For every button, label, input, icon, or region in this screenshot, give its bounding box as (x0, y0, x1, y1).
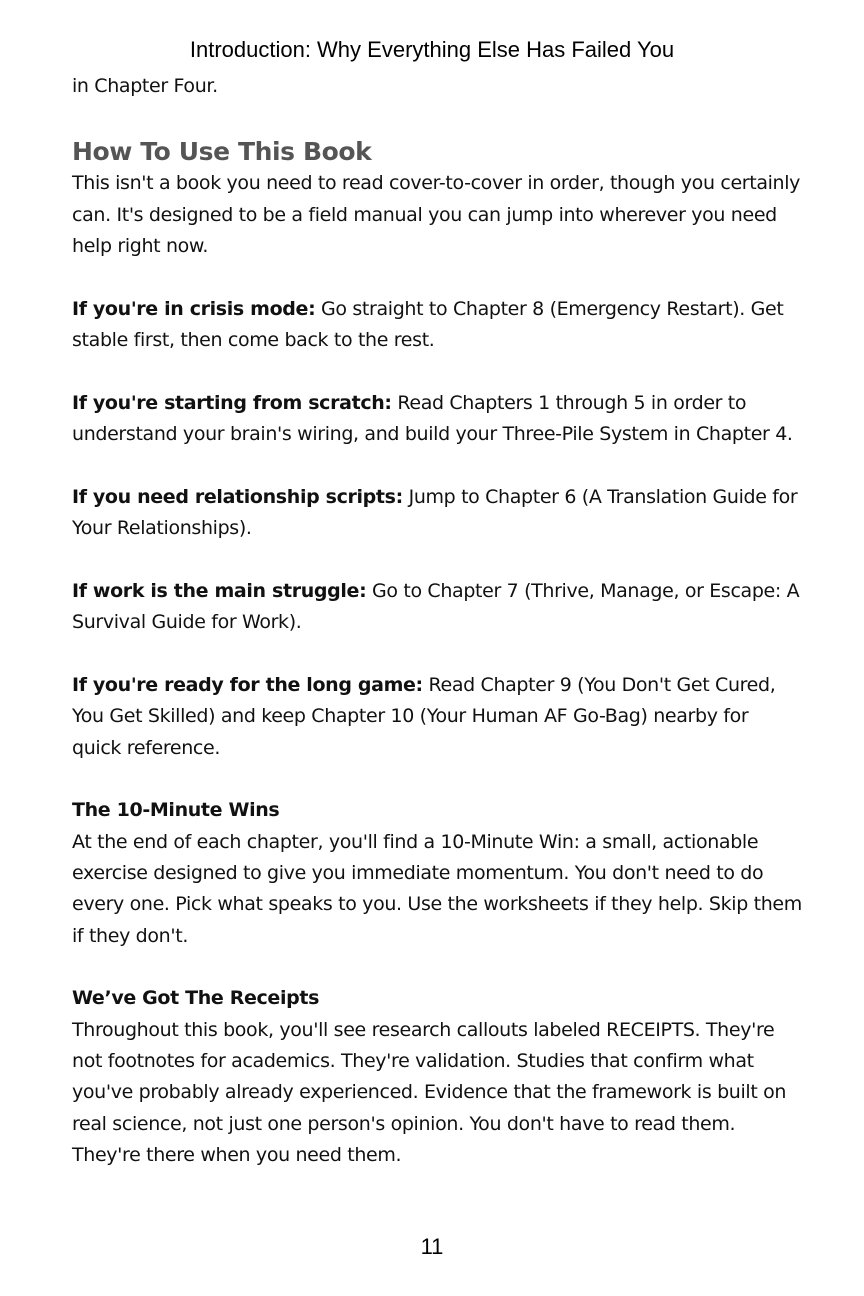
path-text: Go to Chapter 7 (Thrive, Manage, or Escape: A Survival Guide for Work). (72, 579, 800, 634)
path-paragraph (72, 670, 802, 764)
path-lead: If you're starting from scratch: (72, 391, 392, 414)
wins-heading: The 10-Minute Wins (72, 799, 280, 822)
path-lead: If you're ready for the long game: (72, 674, 423, 697)
path-paragraph (72, 294, 802, 357)
page-number: 11 (420, 1234, 444, 1259)
path-lead: If work is the main struggle: (72, 579, 367, 602)
page-body (72, 71, 802, 1171)
section-heading: How To Use This Book (72, 137, 372, 167)
path-paragraph (72, 388, 802, 451)
wins-text: At the end of each chapter, you'll find a 10-Minute Win: a small, actionable exercise designed to give you immediate momentum. You don't need to do every one. Pick what speaks to you. Use the worksheets if they help. Skip them if they don't. (72, 830, 802, 947)
path-lead: If you're in crisis mode: (72, 297, 316, 320)
section-intro: This isn't a book you need to read cover-to-cover in order, though you certainly can. It's designed to be a field manual you can jump into wherever you need help right now. (72, 172, 801, 257)
receipts-heading: We’ve Got The Receipts (72, 987, 320, 1010)
path-text: Read Chapters 1 through 5 in order to understand your brain's wiring, and build your Three-Pile System in Chapter 4. (72, 391, 793, 446)
receipts-text: Throughout this book, you'll see research callouts labeled RECEIPTS. They're not footnotes for academics. They're validation. Studies that confirm what you've probably already experienced. Evidence that the framework is built on real science, not just one person's opinion. You don't have to read them. They're there when you need them. (72, 1018, 787, 1166)
path-paragraph (72, 576, 802, 639)
path-paragraph (72, 482, 802, 545)
carryover-text: in Chapter Four. (72, 75, 218, 97)
path-lead: If you need relationship scripts: (72, 485, 403, 508)
path-text: Read Chapter 9 (You Don't Get Cured, You Get Skilled) and keep Chapter 10 (Your Human AF Go-Bag) nearby for quick reference. (72, 674, 776, 759)
path-text: Jump to Chapter 6 (A Translation Guide for Your Relationships). (72, 485, 798, 540)
path-text: Go straight to Chapter 8 (Emergency Restart). Get stable first, then come back to the rest. (72, 297, 784, 351)
running-header: Introduction: Why Everything Else Has Failed You (189, 37, 675, 62)
